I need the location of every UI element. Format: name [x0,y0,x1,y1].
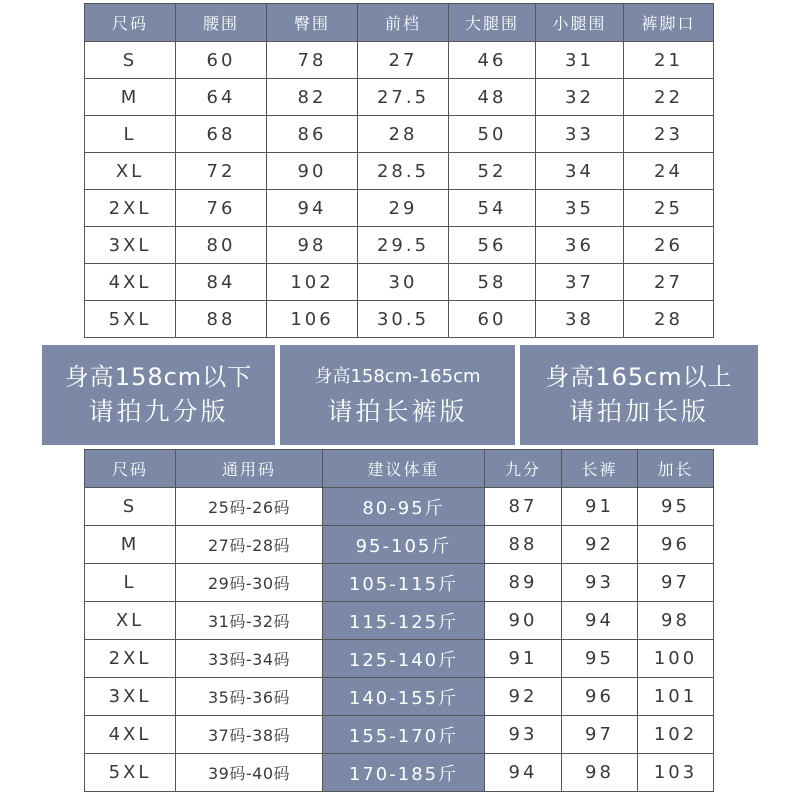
calf-cell: 35 [536,190,624,227]
header-recommended-weight: 建议体重 [323,450,485,488]
banner-cropped-length [42,345,275,445]
size-cell: 5XL [85,301,176,338]
measurement-table [84,3,714,338]
long-cell: 96 [562,678,638,716]
thigh-cell: 52 [449,153,536,190]
size-cell: L [85,116,176,153]
waist-cell: 76 [176,190,267,227]
calf-cell: 31 [536,42,624,79]
leg-opening-cell: 27 [624,264,714,301]
hip-cell: 106 [267,301,358,338]
size-cell: M [85,79,176,116]
size-cell: M [85,526,176,564]
nine-tenths-cell: 93 [485,716,562,754]
calf-cell: 32 [536,79,624,116]
long-cell: 98 [562,754,638,792]
universal-size-cell: 31码-32码 [176,602,323,640]
leg-opening-cell: 26 [624,227,714,264]
universal-size-cell: 27码-28码 [176,526,323,564]
nine-tenths-cell: 89 [485,564,562,602]
leg-opening-cell: 21 [624,42,714,79]
long-cell: 93 [562,564,638,602]
calf-cell: 38 [536,301,624,338]
thigh-cell: 58 [449,264,536,301]
table-row [85,301,714,338]
weight-cell: 125-140斤 [323,640,485,678]
waist-cell: 68 [176,116,267,153]
size-cell: 2XL [85,640,176,678]
thigh-cell: 56 [449,227,536,264]
front-rise-cell: 29 [358,190,449,227]
extra-long-cell: 101 [638,678,714,716]
size-guide-table [84,449,714,792]
header-extra-long: 加长 [638,450,714,488]
size-cell: 4XL [85,716,176,754]
long-cell: 97 [562,716,638,754]
banner-height-text: 身高158cm以下 [64,363,253,391]
banner-long-length [280,345,515,445]
front-rise-cell: 27.5 [358,79,449,116]
table-row [85,602,714,640]
extra-long-cell: 97 [638,564,714,602]
table-row [85,79,714,116]
front-rise-cell: 30.5 [358,301,449,338]
weight-cell: 140-155斤 [323,678,485,716]
table-row [85,116,714,153]
table-row [85,754,714,792]
universal-size-cell: 35码-36码 [176,678,323,716]
calf-cell: 34 [536,153,624,190]
calf-cell: 33 [536,116,624,153]
extra-long-cell: 98 [638,602,714,640]
header-leg-opening: 裤脚口 [624,4,714,42]
waist-cell: 64 [176,79,267,116]
table-row [85,716,714,754]
waist-cell: 60 [176,42,267,79]
thigh-cell: 48 [449,79,536,116]
size-cell: XL [85,153,176,190]
hip-cell: 86 [267,116,358,153]
banner-height-text: 身高165cm以上 [545,363,733,391]
leg-opening-cell: 28 [624,301,714,338]
hip-cell: 82 [267,79,358,116]
calf-cell: 37 [536,264,624,301]
waist-cell: 72 [176,153,267,190]
front-rise-cell: 28.5 [358,153,449,190]
header-universal-size: 通用码 [176,450,323,488]
thigh-cell: 60 [449,301,536,338]
thigh-cell: 50 [449,116,536,153]
nine-tenths-cell: 87 [485,488,562,526]
header-waist: 腰围 [176,4,267,42]
weight-cell: 115-125斤 [323,602,485,640]
front-rise-cell: 28 [358,116,449,153]
extra-long-cell: 95 [638,488,714,526]
banner-extra-long-length [520,345,758,445]
hip-cell: 94 [267,190,358,227]
header-long: 长裤 [562,450,638,488]
hip-cell: 102 [267,264,358,301]
nine-tenths-cell: 90 [485,602,562,640]
size-cell: 3XL [85,227,176,264]
measurement-table-body [85,42,714,338]
header-front-rise: 前档 [358,4,449,42]
size-cell: 5XL [85,754,176,792]
nine-tenths-cell: 92 [485,678,562,716]
table-row [85,640,714,678]
waist-cell: 80 [176,227,267,264]
banner-advice-text: 请拍长裤版 [327,397,468,426]
extra-long-cell: 102 [638,716,714,754]
header-size: 尺码 [85,4,176,42]
table-row [85,678,714,716]
size-cell: XL [85,602,176,640]
long-cell: 95 [562,640,638,678]
extra-long-cell: 100 [638,640,714,678]
table-row [85,526,714,564]
table-row [85,264,714,301]
weight-cell: 80-95斤 [323,488,485,526]
front-rise-cell: 27 [358,42,449,79]
size-cell: 3XL [85,678,176,716]
leg-opening-cell: 22 [624,79,714,116]
hip-cell: 98 [267,227,358,264]
leg-opening-cell: 25 [624,190,714,227]
front-rise-cell: 29.5 [358,227,449,264]
weight-cell: 95-105斤 [323,526,485,564]
header-thigh: 大腿围 [449,4,536,42]
waist-cell: 84 [176,264,267,301]
size-cell: 2XL [85,190,176,227]
table-header-row [85,4,714,42]
table-row [85,190,714,227]
header-size: 尺码 [85,450,176,488]
universal-size-cell: 37码-38码 [176,716,323,754]
universal-size-cell: 39码-40码 [176,754,323,792]
weight-cell: 155-170斤 [323,716,485,754]
leg-opening-cell: 24 [624,153,714,190]
size-cell: L [85,564,176,602]
banner-advice-text: 请拍加长版 [568,397,709,426]
size-guide-table-body [85,488,714,792]
weight-cell: 170-185斤 [323,754,485,792]
size-cell: 4XL [85,264,176,301]
extra-long-cell: 96 [638,526,714,564]
banner-height-text: 身高158cm-165cm [314,366,481,387]
waist-cell: 88 [176,301,267,338]
size-cell: S [85,488,176,526]
hip-cell: 78 [267,42,358,79]
universal-size-cell: 29码-30码 [176,564,323,602]
table-row [85,227,714,264]
table-row [85,564,714,602]
universal-size-cell: 25码-26码 [176,488,323,526]
table-header-row [85,450,714,488]
header-calf: 小腿围 [536,4,624,42]
banner-advice-text: 请拍九分版 [88,397,229,426]
thigh-cell: 46 [449,42,536,79]
leg-opening-cell: 23 [624,116,714,153]
long-cell: 92 [562,526,638,564]
thigh-cell: 54 [449,190,536,227]
long-cell: 91 [562,488,638,526]
header-hip: 臀围 [267,4,358,42]
table-row [85,42,714,79]
size-cell: S [85,42,176,79]
long-cell: 94 [562,602,638,640]
universal-size-cell: 33码-34码 [176,640,323,678]
table-row [85,153,714,190]
hip-cell: 90 [267,153,358,190]
nine-tenths-cell: 94 [485,754,562,792]
calf-cell: 36 [536,227,624,264]
extra-long-cell: 103 [638,754,714,792]
weight-cell: 105-115斤 [323,564,485,602]
front-rise-cell: 30 [358,264,449,301]
nine-tenths-cell: 88 [485,526,562,564]
header-nine-tenths: 九分 [485,450,562,488]
table-row [85,488,714,526]
nine-tenths-cell: 91 [485,640,562,678]
